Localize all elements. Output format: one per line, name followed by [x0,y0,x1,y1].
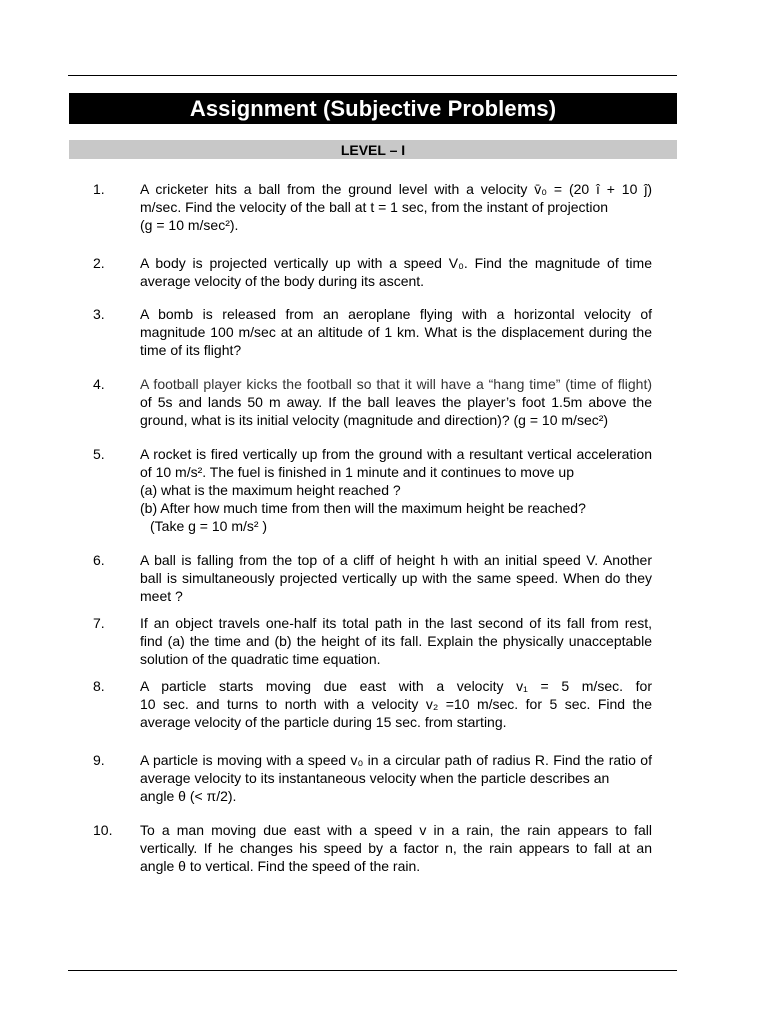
problem-line: vertically. If he changes his speed by a factor n, the rain appears to fall at an [140,840,652,856]
problem-line: magnitude 100 m/sec at an altitude of 1 km. What is the displacement during the [140,324,652,340]
problem-number: 4. [93,376,105,392]
problem-number: 1. [93,181,105,197]
problem-line: A body is projected vertically up with a speed V₀. Find the magnitude of time [140,255,652,271]
problem-text [140,445,652,535]
problem-line: angle θ to vertical. Find the speed of the rain. [140,858,421,874]
problem-line: A football player kicks the football so that it will have a “hang time” (time of flight) [140,376,652,392]
problem-line: meet ? [140,588,183,604]
problem-number: 3. [93,306,105,322]
problem-line: A particle starts moving due east with a velocity v₁ = 5 m/sec. for [140,678,652,694]
problem-line: If an object travels one-half its total path in the last second of its fall from rest, [140,615,652,631]
problem-line: (g = 10 m/sec²). [140,217,239,233]
problem-line: A particle is moving with a speed v₀ in a circular path of radius R. Find the ratio of [140,752,652,768]
problem-number: 2. [93,255,105,271]
problem-line: (a) what is the maximum height reached ? [140,482,401,498]
problem-line: A ball is falling from the top of a cliff of height h with an initial speed V. Another [140,552,652,568]
problem-number: 6. [93,552,105,568]
level-heading-bar [69,140,677,159]
page-title-bar [69,93,677,124]
problem-line: average velocity to its instantaneous velocity when the particle describes an [140,770,610,786]
problem-text [140,305,652,359]
problem-line: of 5s and lands 50 m away. If the ball leaves the player’s foot 1.5m above the [140,394,652,410]
bottom-rule [68,970,677,971]
problem-line: (Take g = 10 m/s² ) [150,518,268,534]
problem-line: A bomb is released from an aeroplane flying with a horizontal velocity of [140,306,652,322]
problem-line: solution of the quadratic time equation. [140,651,381,667]
problem-text [140,254,652,290]
problem-number: 10. [93,822,113,838]
problem-text [140,180,652,234]
problem-line: find (a) the time and (b) the height of its fall. Explain the physically unacceptable [140,633,652,649]
problem-text [140,821,652,875]
problem-text [140,677,652,731]
top-rule [68,75,677,76]
problem-line: To a man moving due east with a speed v in a rain, the rain appears to fall [140,822,652,838]
problem-line: ball is simultaneously projected vertically up with the same speed. When do they [140,570,652,586]
level-heading: LEVEL – I [340,141,406,158]
problem-line: of 10 m/s². The fuel is finished in 1 minute and it continues to move up [140,464,574,480]
page-title: Assignment (Subjective Problems) [189,95,557,121]
problem-line: 10 sec. and turns to north with a velocity v₂ =10 m/sec. for 5 sec. Find the [140,696,652,712]
problem-line: A rocket is fired vertically up from the ground with a resultant vertical acceleration [140,446,652,462]
problem-text [140,751,652,805]
problem-line: m/sec. Find the velocity of the ball at t = 1 sec, from the instant of projection [140,199,609,215]
problem-line: angle θ (< π/2). [140,788,237,804]
problem-text [140,614,652,668]
problem-line: average velocity of the body during its ascent. [140,273,425,289]
problem-line: (b) After how much time from then will the maximum height be reached? [140,500,586,516]
problem-number: 9. [93,752,105,768]
problem-line: A cricketer hits a ball from the ground level with a velocity v̄₀ = (20 î + 10 ĵ) [140,181,652,197]
problem-text [140,375,652,429]
problem-line: ground, what is its initial velocity (magnitude and direction)? (g = 10 m/sec²) [140,412,609,428]
problem-line: time of its flight? [140,342,242,358]
problem-number: 7. [93,615,105,631]
problem-number: 5. [93,446,105,462]
problem-text [140,551,652,605]
problem-line: average velocity of the particle during 15 sec. from starting. [140,714,507,730]
problem-number: 8. [93,678,105,694]
